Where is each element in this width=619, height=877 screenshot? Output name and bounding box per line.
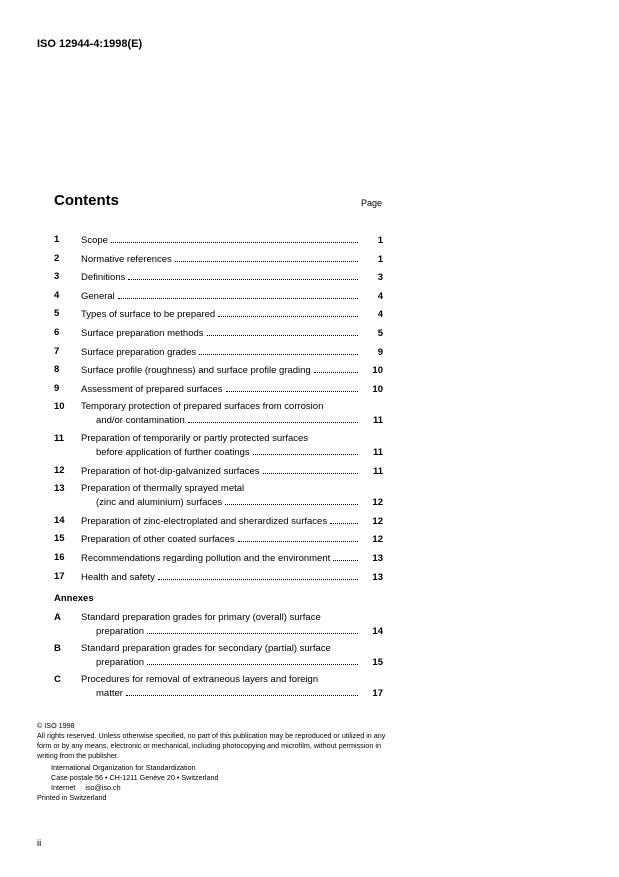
dot-leader (330, 514, 358, 524)
toc-entry-page: 3 (377, 272, 383, 284)
toc-entry-page: 11 (372, 465, 383, 477)
organization-internet: Internet iso@iso.ch (51, 783, 121, 792)
toc-entry-page: 4 (377, 309, 383, 321)
toc-entry-page: 11 (372, 415, 383, 427)
dot-leader (188, 413, 358, 423)
dot-leader (111, 233, 358, 243)
toc-entry-number: 9 (54, 382, 60, 394)
toc-entry-title: Normative references (81, 253, 172, 265)
document-id: ISO 12944-4:1998(E) (37, 38, 143, 50)
dot-leader (225, 495, 358, 505)
dot-leader (118, 289, 358, 299)
dot-leader (147, 655, 358, 665)
toc-entry-title: Preparation of thermally sprayed metal (81, 483, 245, 495)
toc-entry-number: A (54, 612, 61, 623)
dot-leader (147, 624, 358, 634)
toc-entry-page: 10 (372, 365, 383, 377)
toc-entry-title: General (81, 290, 115, 302)
dot-leader (126, 686, 358, 696)
toc-entry-page: 12 (372, 515, 383, 527)
toc-entry-title: Surface preparation grades (81, 346, 197, 358)
toc-entry-number: 12 (54, 464, 65, 476)
toc-entry-title: Assessment of prepared surfaces (81, 383, 223, 395)
toc-entry-title: and/or contamination (96, 415, 185, 427)
rights-statement: All rights reserved. Unless otherwise specified, no part of this publication may be reproduced or utilized in any form or by any means, electronic or mechanical, including photocopying and microfilm, without permission in writing from the publisher. (37, 731, 386, 760)
toc-entry-number: 15 (54, 533, 65, 545)
toc-entry-title: preparation (96, 626, 145, 637)
dot-leader (199, 345, 358, 355)
dot-leader (175, 252, 358, 262)
toc-entry-number: 2 (54, 252, 60, 264)
toc-entry-number: B (54, 643, 61, 654)
copyright-line: © ISO 1998 (37, 721, 75, 730)
toc-entry-number: 16 (54, 552, 65, 563)
dot-leader (314, 363, 358, 373)
dot-leader (207, 326, 358, 336)
toc-entry-number: 6 (54, 327, 60, 338)
toc-entry-title: Health and safety (81, 571, 155, 583)
toc-entry-title: Temporary protection of prepared surfaces from corrosion (81, 401, 324, 413)
toc-entry-number: 3 (54, 271, 60, 283)
toc-entry-number: C (54, 674, 61, 685)
toc-entry-title: Surface preparation methods (81, 328, 204, 339)
toc-entry-number: 10 (54, 401, 65, 413)
dot-leader (238, 532, 358, 542)
toc-entry-number: 13 (54, 483, 65, 495)
toc-entry-page: 1 (377, 235, 383, 246)
page-column-label: Page (361, 198, 383, 208)
toc-entry-title: Definitions (81, 272, 126, 284)
dot-leader (218, 307, 358, 317)
toc-entry-number: 5 (54, 308, 60, 320)
dot-leader (158, 570, 358, 580)
toc-entry-page: 5 (377, 328, 383, 339)
toc-entry-page: 13 (372, 571, 383, 583)
toc-entry-title: Types of surface to be prepared (81, 309, 216, 321)
dot-leader (333, 551, 358, 561)
printed-in: Printed in Switzerland (37, 793, 107, 802)
toc-entry-page: 10 (372, 383, 383, 395)
toc-entry-page: 12 (372, 497, 383, 509)
dot-leader (128, 270, 358, 280)
toc-entry-number: 17 (54, 570, 65, 582)
toc-entry-title: Surface profile (roughness) and surface profile grading (81, 365, 311, 377)
toc-entry-title: Standard preparation grades for primary (overall) surface (81, 612, 321, 623)
toc-entry-title: Procedures for removal of extraneous layers and foreign (81, 674, 319, 685)
dot-leader (253, 445, 358, 455)
toc-entry-number: 1 (54, 234, 60, 245)
toc-entry-number: 4 (54, 289, 60, 301)
toc-entry-page: 11 (372, 447, 383, 458)
toc-entry-number: 7 (54, 345, 60, 357)
toc-entry-page: 1 (377, 253, 383, 265)
toc-entry-title: before application of further coatings (96, 447, 250, 458)
toc-entry-title: Recommendations regarding pollution and the environment (81, 553, 331, 564)
toc-entry-title: matter (96, 688, 123, 699)
toc-entry-title: (zinc and aluminium) surfaces (96, 497, 223, 509)
toc-entry-title: Preparation of zinc-electroplated and sherardized surfaces (81, 515, 328, 527)
toc-entry-title: Preparation of other coated surfaces (81, 534, 235, 546)
toc-entry-page: 17 (372, 688, 383, 699)
toc-entry-page: 14 (372, 626, 383, 637)
dot-leader (226, 382, 358, 392)
toc-entry-number: 8 (54, 364, 60, 376)
toc-entry-page: 9 (377, 346, 383, 358)
toc-entry-page: 4 (377, 290, 383, 302)
copyright-block (37, 721, 387, 803)
toc-entry-number: 14 (54, 514, 65, 526)
organization-name: International Organization for Standardization (51, 763, 196, 772)
toc-entry-page: 12 (372, 534, 383, 546)
toc-entry-title: Standard preparation grades for secondary (partial) surface (81, 643, 331, 654)
toc-entry-title: Scope (81, 235, 108, 246)
toc-entry-number: 11 (54, 433, 65, 444)
annexes-heading: Annexes (54, 593, 94, 604)
contents-title: Contents (54, 192, 119, 209)
toc-entry-page: 13 (372, 553, 383, 564)
toc-entry-page: 15 (372, 657, 383, 668)
toc-entry-title: Preparation of hot-dip-galvanized surfaces (81, 465, 260, 477)
organization-address: Case postale 56 • CH-1211 Genève 20 • Switzerland (51, 773, 219, 782)
toc-entry-title: Preparation of temporarily or partly protected surfaces (81, 433, 309, 444)
dot-leader (263, 464, 359, 474)
page-number: ii (37, 838, 42, 849)
toc-entry-title: preparation (96, 657, 145, 668)
